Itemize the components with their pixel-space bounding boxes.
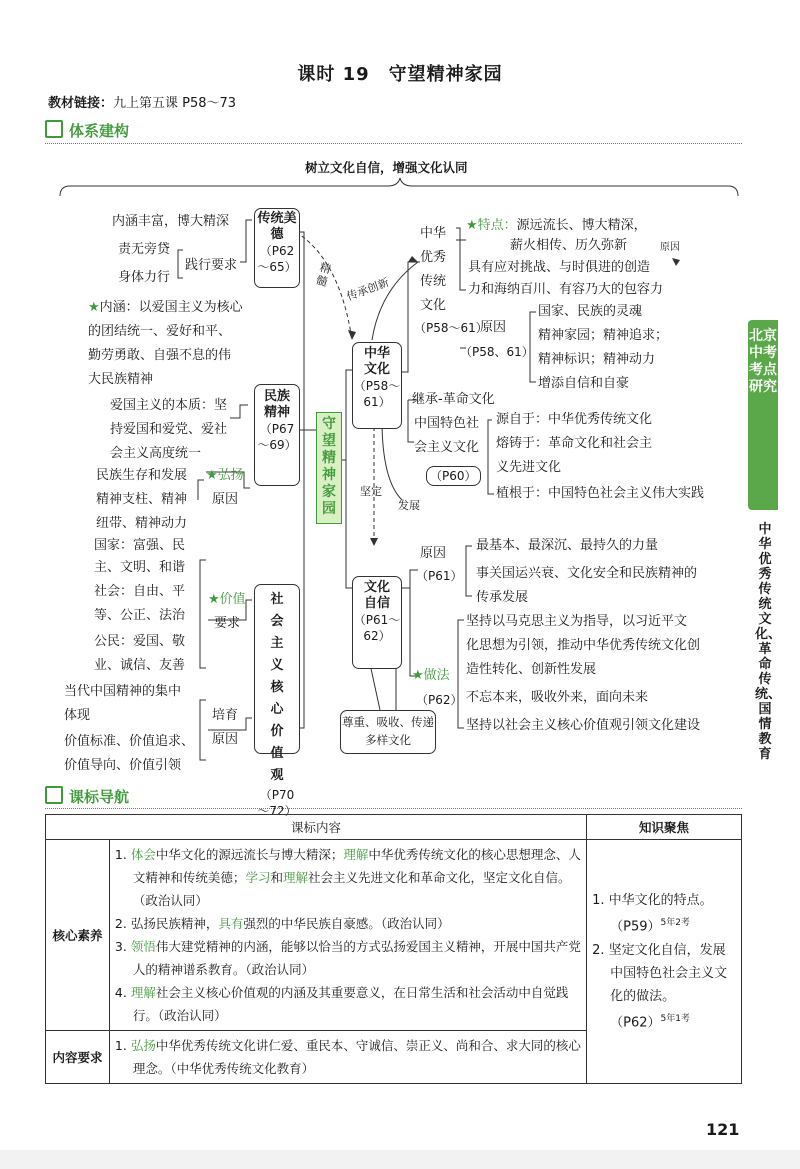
socialist-root: 植根于：中国特色社会主义伟大实践	[496, 486, 705, 501]
list-item: 3. 领悟伟大建党精神的内涵，能够以恰当的方式弘扬爱国主义精神，开展中国共产党人的精神谱系教育。（政治认同）	[114, 939, 581, 977]
chinese-reason-3: 精神标识；精神动力	[538, 352, 656, 367]
national-reason-1: 民族生存和发展	[96, 468, 188, 483]
list-item: 1. 体会中华文化的源远流长与博大精深；理解中华优秀传统文化的核心思想理念、人文精神和传统美德；学习和理解社会主义先进文化和革命文化，坚定文化自信。（政治认同）	[114, 847, 581, 908]
national-box	[254, 384, 300, 486]
list-item: 4. 理解社会主义核心价值观的内涵及其重要意义，在日常生活和社会活动中自觉践行。（政治认同）	[114, 985, 569, 1023]
page-bottom-band	[0, 1150, 800, 1169]
develop-label: 发展	[398, 499, 420, 512]
core-value-req-label: ★价值	[208, 592, 246, 607]
national-box-title: 民族精神	[263, 389, 290, 420]
method-4: 不忘本来，吸收外来，面向未来	[466, 690, 649, 705]
feature-star-label: ★特点：	[466, 218, 517, 233]
firm-label: 坚定	[360, 485, 382, 498]
respect-bubble: 尊重、吸收、传递多样文化	[340, 710, 436, 754]
feature-label	[466, 218, 647, 234]
core-value-5: 公民：爱国、敬	[94, 634, 186, 649]
national-promote	[206, 468, 244, 484]
socialist-label-1: 中国特色社	[414, 416, 480, 431]
page-number: 121	[706, 1120, 740, 1139]
chinese-reason-2: 精神家园；精神追求；	[538, 328, 669, 343]
core-value-3: 社会：自由、平	[94, 584, 186, 599]
chinese-reason-page: （P58、61）	[460, 345, 534, 359]
method-5: 坚持以社会主义核心价值观引领文化建设	[466, 718, 701, 733]
method-3: 造性转化、创新性发展	[466, 662, 597, 677]
culture-box-title: 中华文化	[363, 346, 390, 377]
chinese-culture-label: 中华优秀传统文化	[420, 226, 447, 313]
confidence-method-label: ★做法	[412, 668, 450, 683]
core-value-req	[208, 592, 246, 608]
section-curriculum-title: 课标导航	[69, 788, 130, 806]
row-label-core: 核心素养	[46, 840, 110, 1031]
method-1: 坚持以马克思主义为指导，以习近平文	[466, 614, 688, 629]
national-reason-2: 精神支柱、精神	[96, 492, 188, 507]
confidence-reason-3: 传承发展	[476, 590, 529, 605]
core-value-6: 业、诚信、友善	[94, 658, 186, 673]
confidence-method	[412, 668, 450, 684]
section-system-title: 体系建构	[69, 122, 130, 140]
national-def-line1	[88, 300, 243, 316]
row-label-content: 内容要求	[46, 1031, 110, 1084]
chinese-reason-4: 增添自信和自豪	[538, 376, 630, 391]
tradition-box-page: （P62～65）	[257, 244, 297, 274]
socialist-label-2: 会主义文化	[414, 440, 480, 455]
chinese-reason-label: 原因	[480, 320, 507, 335]
national-promote-label: ★弘扬	[206, 468, 244, 483]
confidence-reason-2: 事关国运兴衰、文化安全和民族精神的	[476, 566, 698, 581]
table-header-focus: 知识聚焦	[587, 815, 742, 840]
confidence-reason-label: 原因	[420, 546, 447, 561]
national-reason-label: 原因	[212, 492, 239, 507]
tradition-duty: 责无旁贷	[118, 242, 171, 257]
tradition-box-title: 传统美德	[257, 211, 297, 242]
focus-item: 1. 中华文化的特点。 $(P59)^{5年2考}$	[592, 893, 713, 935]
revolution-culture: 继承-革命文化	[412, 392, 495, 407]
core-cultivate-reason: 原因	[212, 732, 239, 747]
table-row	[46, 840, 742, 1031]
table-header-content: 课标内容	[46, 815, 587, 840]
national-box-page: （P67～69）	[257, 422, 297, 452]
confidence-box-title: 文化自信	[363, 580, 390, 611]
core-cultivate-label: 培育	[212, 708, 239, 723]
patriotism-essence-2: 持爱国和爱党、爱社	[110, 422, 228, 437]
national-def-line4: 大民族精神	[88, 372, 154, 387]
confidence-method-page: （P62）	[416, 693, 463, 707]
tradition-practice: 身体力行	[118, 270, 171, 285]
chapter-tab: 北京中考考点研究	[748, 320, 778, 510]
focus-item: 2. 坚定文化自信，发展中国特色社会主义文化的做法。 $(P62)^{5年1考}$	[592, 942, 728, 1030]
section-curriculum-heading	[45, 786, 129, 807]
patriotism-essence-1: 爱国主义的本质：坚	[110, 398, 228, 413]
refine-label: 精髓	[314, 260, 333, 289]
table-header-row	[46, 815, 742, 840]
socialist-cast-1: 熔铸于：革命文化和社会主	[496, 436, 653, 451]
list-item: 1. 弘扬中华优秀传统文化讲仁爱、重民本、守诚信、崇正义、尚和合、求大同的核心理念。（中华优秀传统文化教育）	[114, 1038, 581, 1076]
confidence-reason-page: （P61）	[416, 569, 463, 583]
feature-2-arrow-note: 原因	[660, 242, 680, 253]
row-core-content	[109, 840, 586, 1031]
national-def-line2: 的团结统一、爱好和平、	[88, 324, 232, 339]
core-box	[254, 584, 300, 818]
core-cultivate-3: 价值标准、价值追求、	[64, 734, 195, 749]
edit-icon	[45, 786, 63, 804]
confidence-reason-1: 最基本、最深沉、最持久的力量	[476, 538, 659, 553]
chapter-subtitle: 中华优秀传统文化、革命传统、国情教育	[755, 522, 782, 762]
focus-cell	[587, 840, 742, 1084]
confidence-box	[352, 576, 402, 669]
socialist-source: 源自于：中华优秀传统文化	[496, 412, 653, 427]
core-box-title: 社会主义核心价值观	[270, 592, 284, 783]
tradition-requirement: 践行要求	[185, 258, 238, 273]
core-value-1: 国家：富强、民	[94, 538, 186, 553]
core-cultivate-4: 价值导向、价值引领	[64, 758, 182, 773]
core-value-2: 主、文明、和谐	[94, 560, 186, 575]
tradition-box	[254, 208, 300, 288]
page-title: 课时 19 守望精神家园	[297, 64, 503, 85]
socialist-page: （P60）	[426, 466, 481, 486]
row-content-req	[109, 1031, 586, 1084]
confidence-box-page: （P61～62）	[353, 613, 401, 643]
core-cultivate-1: 当代中国精神的集中	[64, 684, 182, 699]
center-topic: 守望精神家园	[316, 412, 342, 524]
chinese-reason-1: 国家、民族的灵魂	[538, 304, 643, 319]
feature-2: 薪火相传、历久弥新	[510, 238, 628, 253]
core-cultivate-2: 体现	[64, 708, 91, 723]
feature-1: 源远流长、博大精深，	[516, 218, 647, 233]
culture-box	[352, 342, 402, 429]
method-2: 化思想为引领，推动中华优秀传统文化创	[466, 638, 701, 653]
national-def-line3: 勤劳勇敢、自强不息的伟	[88, 348, 232, 363]
feature-4: 力和海纳百川、有容乃大的包容力	[468, 282, 664, 297]
socialist-cast-2: 义先进文化	[496, 460, 562, 475]
core-value-4: 等、公正、法治	[94, 608, 186, 623]
national-def-text1: 内涵：以爱国主义为核心	[99, 300, 243, 315]
national-reason-3: 纽带、精神动力	[96, 516, 188, 531]
chinese-culture-page: （P58～61）	[414, 321, 488, 335]
core-value-req2: 要求	[214, 616, 241, 631]
tradition-content: 内涵丰富，博大精深	[112, 214, 230, 229]
core-box-page: （P70～72）	[257, 788, 297, 818]
section-divider	[45, 808, 742, 809]
list-item: 2. 弘扬民族精神，具有强烈的中华民族自豪感。（政治认同）	[114, 916, 450, 931]
curriculum-table	[45, 814, 742, 1084]
culture-box-page: （P58～61）	[353, 379, 401, 409]
feature-3: 具有应对挑战、与时俱进的创造	[468, 260, 651, 275]
mindmap-root: 树立文化自信，增强文化认同	[305, 160, 468, 175]
patriotism-essence-3: 会主义高度统一	[110, 446, 202, 461]
textbook-link-value: 九上第五课 P58～73	[113, 96, 237, 111]
star-icon: ★	[88, 300, 100, 315]
inherit-label: 传承创新	[344, 275, 391, 304]
textbook-link-label: 教材链接：	[48, 96, 114, 111]
